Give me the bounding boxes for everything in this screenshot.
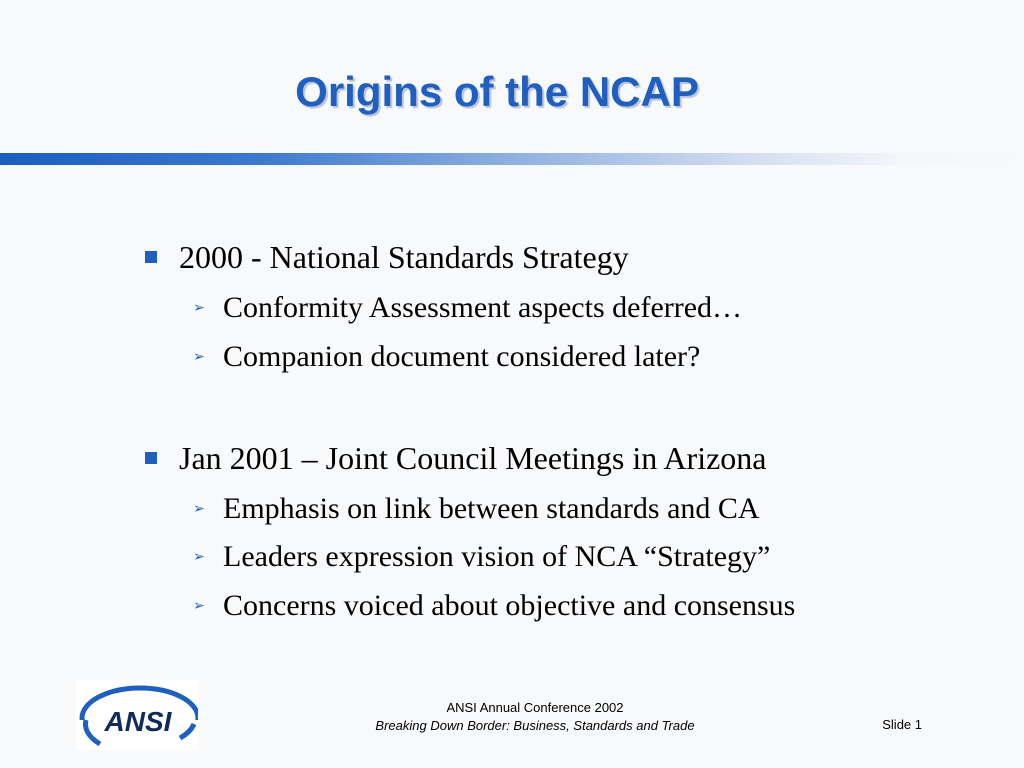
footer-theme-line: Breaking Down Border: Business, Standards and Trade [375,718,695,733]
bullet-text: Jan 2001 – Joint Council Meetings in Arizona [179,439,767,476]
square-bullet-icon [145,452,157,464]
arrow-bullet-icon: ➢ [193,598,205,614]
footer-conference-line: ANSI Annual Conference 2002 [446,700,624,715]
sub-bullet-item [193,337,700,377]
square-bullet-icon [145,251,157,263]
svg-text:ANSI: ANSI [104,706,172,737]
sub-bullet-text: Leaders expression vision of NCA “Strategy” [223,540,771,573]
sub-bullet-text: Companion document considered later? [223,340,701,373]
sub-bullet-text: Concerns voiced about objective and consensus [223,589,796,622]
arrow-bullet-icon: ➢ [193,349,205,365]
sub-bullet-item [193,537,770,577]
arrow-bullet-icon: ➢ [193,501,205,517]
arrow-bullet-icon: ➢ [193,300,205,316]
slide-title: Origins of the NCAP [295,68,699,115]
footer-caption [340,699,730,735]
bullet-item [145,237,629,277]
ansi-logo-icon [76,680,198,750]
sub-bullet-text: Conformity Assessment aspects deferred… [223,291,743,324]
sub-bullet-text: Emphasis on link between standards and CA [223,492,760,525]
arrow-bullet-icon: ➢ [193,549,205,565]
bullet-item [145,438,767,478]
sub-bullet-item [193,586,795,626]
title-underline-bar [0,153,1024,165]
slide-number: Slide 1 [882,717,922,732]
bullet-text: 2000 - National Standards Strategy [179,238,629,275]
sub-bullet-item [193,288,742,328]
ansi-logo [76,680,198,750]
sub-bullet-item [193,489,760,529]
